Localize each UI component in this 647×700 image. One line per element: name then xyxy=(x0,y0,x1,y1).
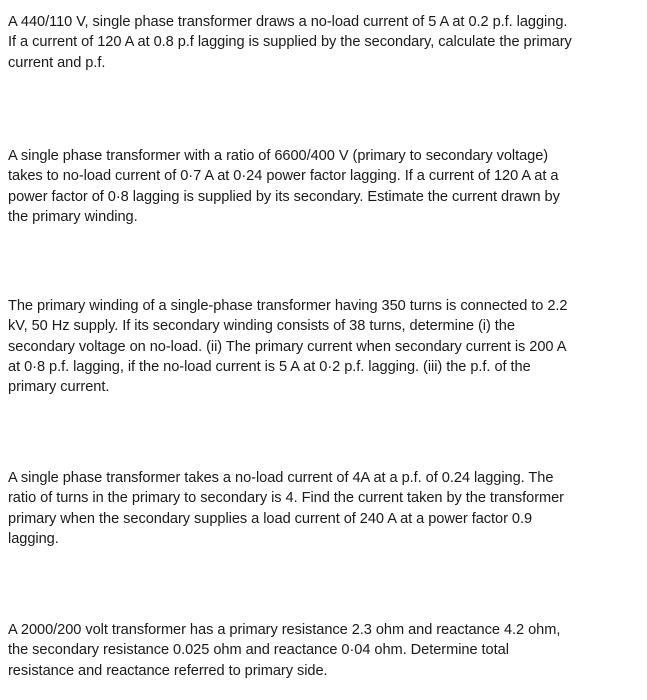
problem-line: current and p.f. xyxy=(8,54,106,71)
problem-line: If a current of 120 A at 0.8 p.f lagging is supplied by the secondary, calculate the primary xyxy=(8,34,572,51)
problem-line: the secondary resistance 0.025 ohm and reactance 0·04 ohm. Determine total xyxy=(8,642,509,659)
problem-line: kV, 50 Hz supply. If its secondary winding consists of 38 turns, determine (i) the xyxy=(8,318,515,335)
problem-4 xyxy=(8,468,638,549)
problem-line: lagging. xyxy=(8,530,59,547)
problem-line: takes to no-load current of 0·7 A at 0·24 power factor lagging. If a current of 120 A at a xyxy=(8,168,559,185)
problem-line: A single phase transformer with a ratio of 6600/400 V (primary to secondary voltage) xyxy=(8,148,549,164)
problem-5 xyxy=(8,620,638,681)
problem-line: A 440/110 V, single phase transformer draws a no-load current of 5 A at 0.2 p.f. lagging. xyxy=(8,14,568,30)
problem-line: ratio of turns in the primary to secondary is 4. Find the current taken by the transformer xyxy=(8,490,564,507)
problem-line: primary current. xyxy=(8,379,110,396)
problem-line: The primary winding of a single-phase transformer having 350 turns is connected to 2.2 xyxy=(8,298,568,314)
problem-line: A single phase transformer takes a no-load current of 4A at a p.f. of 0.24 lagging. The xyxy=(8,470,554,486)
problem-line: at 0·8 p.f. lagging, if the no-load current is 5 A at 0·2 p.f. lagging. (iii) the p.f. of the xyxy=(8,358,531,375)
problem-line: power factor of 0·8 lagging is supplied by its secondary. Estimate the current drawn by xyxy=(8,188,560,205)
problem-line: resistance and reactance referred to primary side. xyxy=(8,662,328,679)
problem-2 xyxy=(8,146,638,227)
problem-3 xyxy=(8,296,638,397)
problem-line: the primary winding. xyxy=(8,208,138,225)
problem-1 xyxy=(8,12,638,73)
problem-line: secondary voltage on no-load. (ii) The primary current when secondary current is 200 A xyxy=(8,338,567,355)
problem-line: A 2000/200 volt transformer has a primary resistance 2.3 ohm and reactance 4.2 ohm, xyxy=(8,622,561,638)
problem-line: primary when the secondary supplies a load current of 240 A at a power factor 0.9 xyxy=(8,510,533,527)
